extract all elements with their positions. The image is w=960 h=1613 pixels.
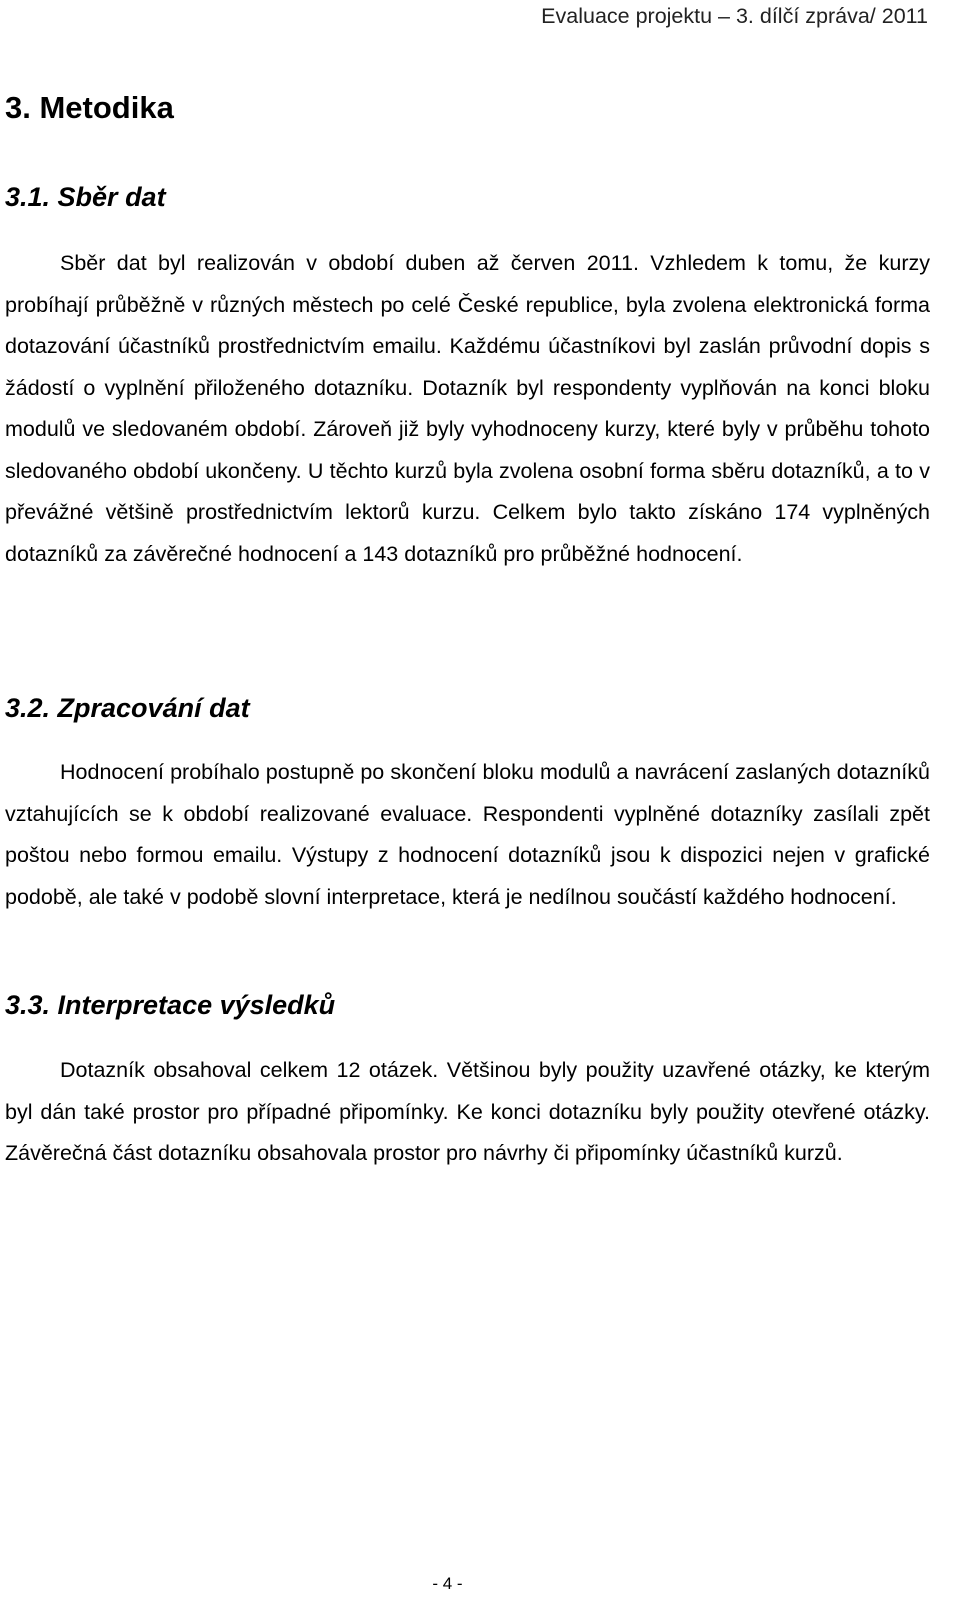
page-number: - 4 - — [432, 1574, 463, 1593]
chapter-title: 3. Metodika — [5, 90, 174, 125]
paragraph-results-interpretation: Dotazník obsahoval celkem 12 otázek. Většinou byly použity uzavřené otázky, ke kterým byl dán také prostor pro případné připomínky. Ke konci dotazníku byly použity otevřené otázky. Závěrečná část dotazníku obsahovala prostor pro návrhy či připomínky účastníků kurzů. — [5, 1058, 930, 1165]
paragraph-data-processing: Hodnocení probíhalo postupně po skončení bloku modulů a navrácení zaslaných dotazníků vztahujících se k období realizované evaluace. Respondenti vyplněné dotazníky zasílali zpět poštou nebo formou emailu. Výstupy z hodnocení dotazníků jsou k dispozici nejen v grafické podobě, ale také v podobě slovní interpretace, která je nedílnou součástí každého hodnocení. — [5, 760, 930, 909]
section-title-results-interpretation: 3.3. Interpretace výsledků — [5, 990, 336, 1020]
section-title-data-processing: 3.2. Zpracování dat — [5, 693, 250, 723]
section-title-data-collection: 3.1. Sběr dat — [5, 182, 166, 212]
running-header: Evaluace projektu – 3. dílčí zpráva/ 2011 — [541, 4, 928, 28]
paragraph-data-collection: Sběr dat byl realizován v období duben až červen 2011. Vzhledem k tomu, že kurzy probíhají průběžně v různých městech po celé České republice, byla zvolena elektronická forma dotazování účastníků prostřednictvím emailu. Každému účastníkovi byl zaslán průvodní dopis s žádostí o vyplnění přiloženého dotazníku. Dotazník byl respondenty vyplňován na konci bloku modulů ve sledovaném období. Zároveň již byly vyhodnoceny kurzy, které byly v průběhu tohoto sledovaného období ukončeny. U těchto kurzů byla zvolena osobní forma sběru dotazníků, a to v převážné většině prostřednictvím lektorů kurzu. Celkem bylo takto získáno 174 vyplněných dotazníků za závěrečné hodnocení a 143 dotazníků pro průběžné hodnocení. — [5, 251, 930, 566]
